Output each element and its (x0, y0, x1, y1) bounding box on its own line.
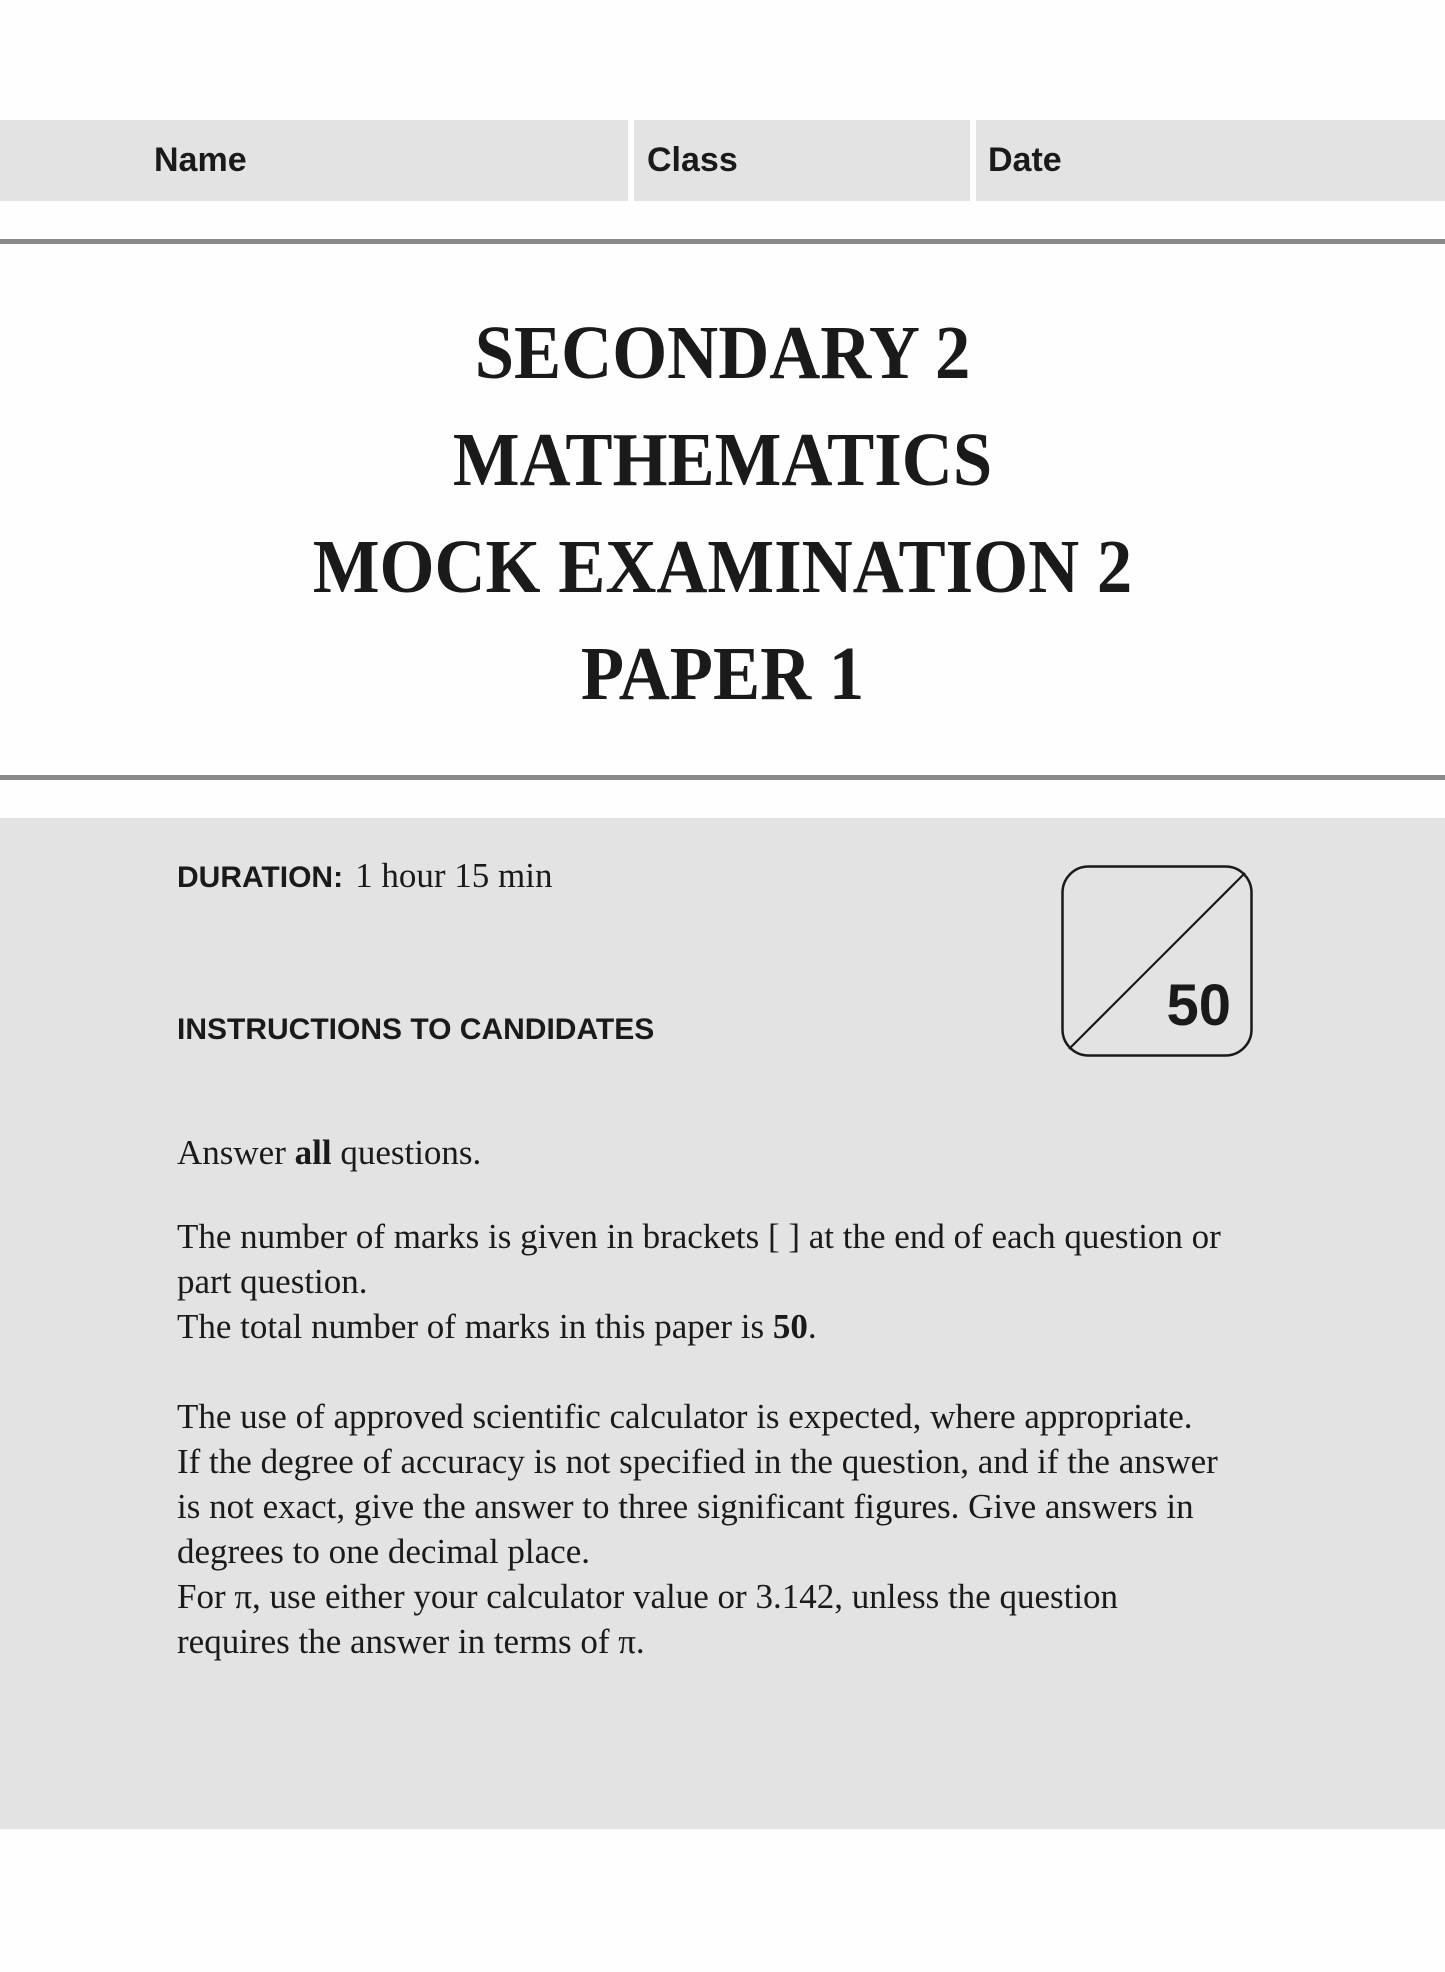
title-exam: MOCK EXAMINATION 2 (312, 525, 1133, 609)
title-level: SECONDARY 2 (474, 311, 971, 395)
paper-title (0, 300, 1445, 728)
bottom-divider (0, 775, 1445, 780)
duration-value: 1 hour 15 min (355, 856, 553, 895)
duration (177, 856, 552, 898)
instruction-calculator (177, 1394, 1317, 1664)
instruction-emphasis: all (294, 1133, 332, 1172)
instruction-line: The use of approved scientific calculator is expected, where appropriate. (177, 1397, 1193, 1436)
instruction-answer-all (177, 1130, 1317, 1175)
name-label: Name (154, 141, 247, 179)
title-paper: PAPER 1 (580, 632, 865, 716)
instruction-line: If the degree of accuracy is not specified in the question, and if the answer (177, 1442, 1218, 1481)
instruction-line: part question. (177, 1262, 368, 1301)
instructions-panel (0, 818, 1445, 1829)
title-subject: MATHEMATICS (452, 418, 993, 502)
instruction-line: The number of marks is given in brackets [ ] at the end of each question or (177, 1217, 1221, 1256)
total-marks: 50 (1166, 973, 1231, 1038)
date-field[interactable] (976, 120, 1445, 201)
instruction-text: questions. (331, 1133, 482, 1172)
instruction-line: requires the answer in terms of π. (177, 1622, 645, 1661)
date-label: Date (988, 141, 1062, 179)
student-details-header (0, 120, 1445, 201)
class-label: Class (647, 141, 738, 179)
instruction-text: . (807, 1307, 817, 1346)
class-field[interactable] (634, 120, 970, 201)
instructions-heading: INSTRUCTIONS TO CANDIDATES (177, 1013, 655, 1046)
instruction-line: degrees to one decimal place. (177, 1532, 590, 1571)
instruction-line: is not exact, give the answer to three significant figures. Give answers in (177, 1487, 1194, 1526)
instruction-text: Answer (177, 1133, 295, 1172)
instruction-line: For π, use either your calculator value or 3.142, unless the question (177, 1577, 1119, 1616)
top-divider (0, 239, 1445, 244)
marks-score-box (1061, 865, 1253, 1057)
duration-label: DURATION: (177, 861, 344, 894)
name-field[interactable] (0, 120, 628, 201)
instruction-emphasis: 50 (772, 1307, 808, 1346)
instruction-text: The total number of marks in this paper is (177, 1307, 773, 1346)
instruction-marks (177, 1214, 1317, 1349)
